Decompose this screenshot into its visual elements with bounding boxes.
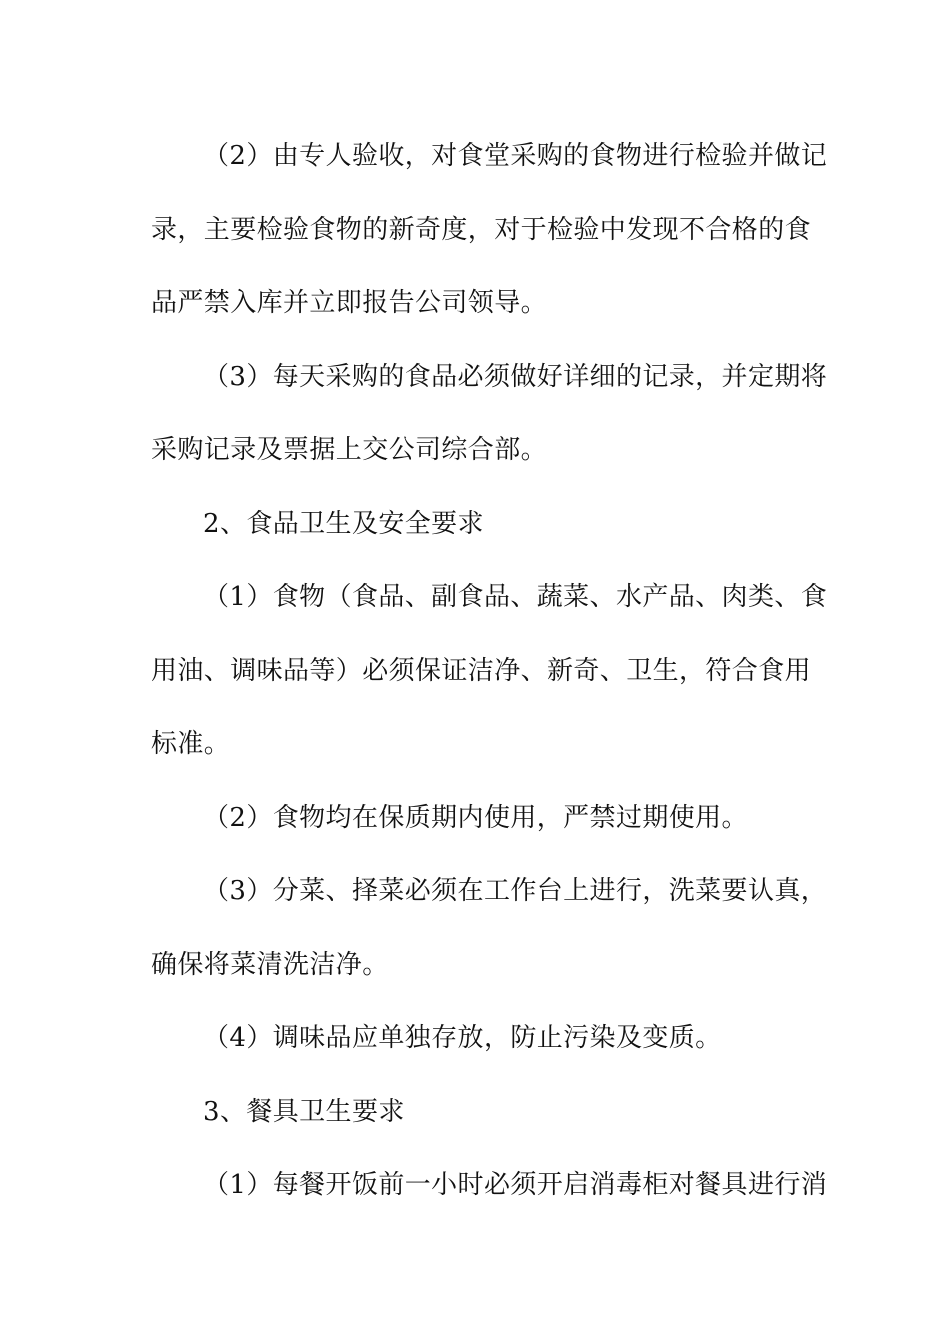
document-body (151, 120, 828, 1223)
section-heading: 2、食品卫生及安全要求 (203, 508, 484, 539)
text-line: 标准。 (151, 729, 231, 759)
text-line: （2）食物均在保质期内使用，严禁过期使用。 (203, 802, 748, 833)
text-line: （3）分菜、择菜必须在工作台上进行，洗菜要认真， (203, 876, 828, 906)
text-line: 品严禁入库并立即报告公司领导。 (151, 288, 548, 318)
paragraph-shelf-life-2 (151, 782, 801, 856)
text-line: （4）调味品应单独存放，防止污染及变质。 (203, 1023, 722, 1053)
section-heading: 3、餐具卫生要求 (203, 1096, 405, 1127)
section-heading-tableware (151, 1076, 801, 1150)
text-line: （2）由专人验收，对食堂采购的食物进行检验并做记 (203, 141, 828, 171)
paragraph-purchase-record-3 (151, 341, 828, 488)
text-line: 录，主要检验食物的新奇度，对于检验中发现不合格的食 (151, 214, 812, 245)
paragraph-seasoning-storage-4 (151, 1002, 801, 1076)
text-line: （1）每餐开饭前一小时必须开启消毒柜对餐具进行消 (203, 1170, 828, 1200)
paragraph-food-clean-1 (151, 561, 828, 782)
section-heading-food-safety (151, 488, 801, 562)
text-line: 确保将菜清洗洁净。 (151, 949, 389, 980)
text-line: 用油、调味品等）必须保证洁净、新奇、卫生，符合食用 (151, 655, 812, 686)
paragraph-disinfection-1 (151, 1149, 828, 1223)
text-line: （3）每天采购的食品必须做好详细的记录，并定期将 (203, 361, 828, 392)
text-line: 采购记录及票据上交公司综合部。 (151, 435, 548, 465)
paragraph-acceptance-2 (151, 120, 828, 341)
paragraph-vegetable-washing-3 (151, 855, 828, 1002)
text-line: （1）食物（食品、副食品、蔬菜、水产品、肉类、食 (203, 582, 828, 612)
